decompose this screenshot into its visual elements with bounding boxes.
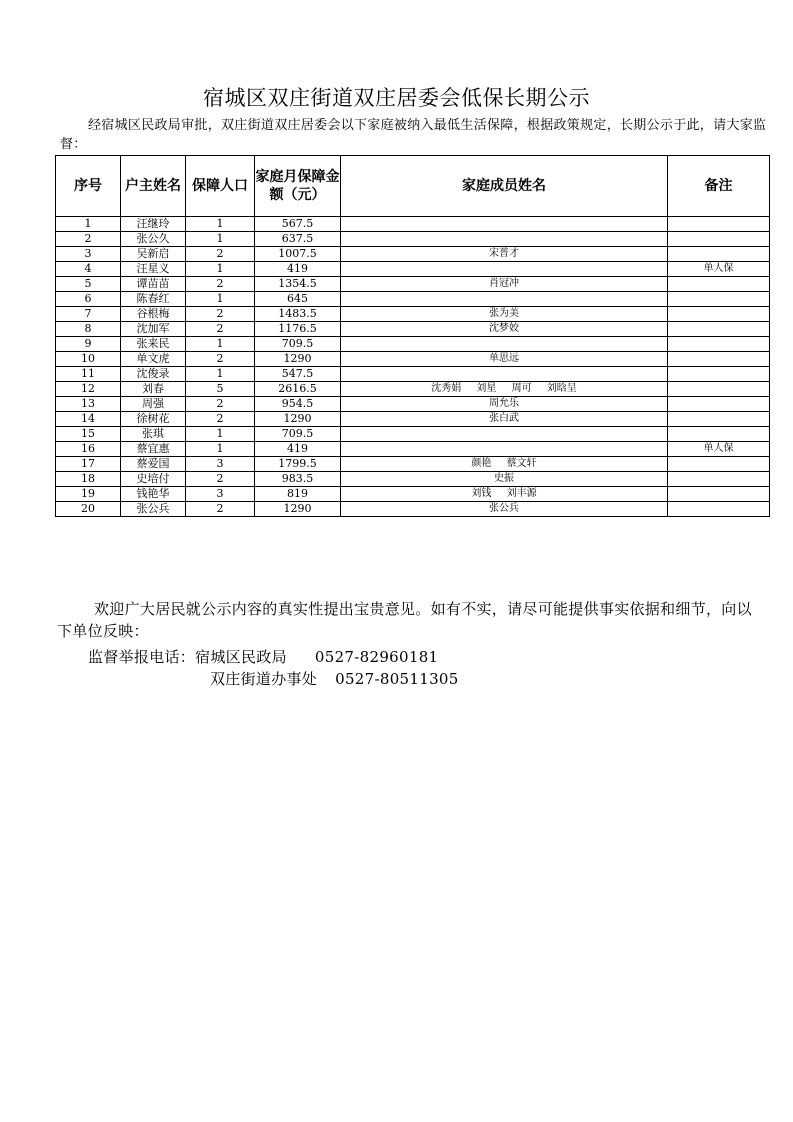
cell-head-name: 汪星义: [121, 262, 186, 277]
cell-no: 19: [56, 487, 121, 502]
contact-label: 监督举报电话：宿城区民政局: [88, 648, 287, 666]
cell-note: [668, 352, 770, 367]
cell-amount: 1354.5: [255, 277, 341, 292]
cell-head-name: 张公久: [121, 232, 186, 247]
cell-amount: 547.5: [255, 367, 341, 382]
cell-no: 3: [56, 247, 121, 262]
table-row: [56, 442, 770, 457]
cell-head-name: 沈加军: [121, 322, 186, 337]
cell-note: [668, 487, 770, 502]
table-row: [56, 217, 770, 232]
table-body: [56, 217, 770, 517]
col-header-members: 家庭成员姓名: [341, 156, 668, 217]
cell-pop: 2: [186, 307, 255, 322]
cell-amount: 567.5: [255, 217, 341, 232]
cell-members: 张为美: [341, 307, 668, 322]
cell-amount: 819: [255, 487, 341, 502]
cell-members: 沈梦姣: [341, 322, 668, 337]
cell-pop: 2: [186, 322, 255, 337]
cell-amount: 709.5: [255, 427, 341, 442]
cell-members: 颜艳 蔡文轩: [341, 457, 668, 472]
cell-head-name: 张来民: [121, 337, 186, 352]
cell-members: [341, 217, 668, 232]
cell-no: 12: [56, 382, 121, 397]
col-header-name: 户主姓名: [121, 156, 186, 217]
table-row: [56, 322, 770, 337]
cell-amount: 1290: [255, 352, 341, 367]
cell-note: [668, 232, 770, 247]
intro-paragraph: 经宿城区民政局审批，双庄街道双庄居委会以下家庭被纳入最低生活保障，根据政策规定，长期公示于此，请大家监督：: [60, 118, 767, 152]
cell-no: 6: [56, 292, 121, 307]
cell-head-name: 吴新启: [121, 247, 186, 262]
table-row: [56, 337, 770, 352]
cell-pop: 5: [186, 382, 255, 397]
table-row: [56, 412, 770, 427]
cell-members: 单思远: [341, 352, 668, 367]
cell-members: 史振: [341, 472, 668, 487]
cell-note: [668, 502, 770, 517]
cell-no: 7: [56, 307, 121, 322]
cell-amount: 983.5: [255, 472, 341, 487]
cell-head-name: 蔡爱国: [121, 457, 186, 472]
cell-pop: 2: [186, 502, 255, 517]
cell-head-name: 张公兵: [121, 502, 186, 517]
cell-pop: 2: [186, 277, 255, 292]
page-title: 宿城区双庄街道双庄居委会低保长期公示: [203, 86, 590, 110]
table-row: [56, 292, 770, 307]
table-row: [56, 307, 770, 322]
cell-no: 1: [56, 217, 121, 232]
cell-members: [341, 232, 668, 247]
table-row: [56, 397, 770, 412]
cell-head-name: 陈春红: [121, 292, 186, 307]
cell-note: [668, 367, 770, 382]
cell-amount: 2616.5: [255, 382, 341, 397]
table-row: [56, 382, 770, 397]
cell-note: [668, 247, 770, 262]
cell-amount: 419: [255, 442, 341, 457]
cell-head-name: 汪继玲: [121, 217, 186, 232]
cell-head-name: 单文虎: [121, 352, 186, 367]
cell-no: 17: [56, 457, 121, 472]
cell-head-name: 沈俊录: [121, 367, 186, 382]
cell-note: [668, 472, 770, 487]
table-row: [56, 277, 770, 292]
contact-line-subdistrict-office: [210, 668, 459, 689]
cell-head-name: 史培付: [121, 472, 186, 487]
cell-members: 张白武: [341, 412, 668, 427]
cell-pop: 1: [186, 367, 255, 382]
table-header-row: [56, 156, 770, 217]
table-row: [56, 262, 770, 277]
col-header-no: 序号: [56, 156, 121, 217]
cell-head-name: 谭苗苗: [121, 277, 186, 292]
cell-head-name: 刘春: [121, 382, 186, 397]
contact-label: 双庄街道办事处: [210, 670, 318, 688]
cell-no: 10: [56, 352, 121, 367]
cell-amount: 1799.5: [255, 457, 341, 472]
cell-members: [341, 442, 668, 457]
cell-pop: 1: [186, 427, 255, 442]
table-row: [56, 457, 770, 472]
cell-amount: 709.5: [255, 337, 341, 352]
cell-pop: 1: [186, 292, 255, 307]
cell-no: 18: [56, 472, 121, 487]
cell-note: 单人保: [668, 262, 770, 277]
col-header-amount: 家庭月保障金额（元）: [255, 156, 341, 217]
cell-members: [341, 337, 668, 352]
cell-pop: 1: [186, 337, 255, 352]
cell-note: 单人保: [668, 442, 770, 457]
table-row: [56, 487, 770, 502]
table-row: [56, 367, 770, 382]
cell-no: 2: [56, 232, 121, 247]
cell-pop: 1: [186, 442, 255, 457]
contact-line-civil-affairs: [88, 646, 438, 667]
table-row: [56, 472, 770, 487]
cell-note: [668, 382, 770, 397]
cell-no: 16: [56, 442, 121, 457]
cell-head-name: 谷根梅: [121, 307, 186, 322]
cell-no: 9: [56, 337, 121, 352]
cell-no: 13: [56, 397, 121, 412]
cell-no: 8: [56, 322, 121, 337]
cell-members: 沈秀娟 刘星 周可 刘晗呈: [341, 382, 668, 397]
contact-phone: 0527-80511305: [335, 670, 459, 688]
cell-members: [341, 292, 668, 307]
cell-amount: 954.5: [255, 397, 341, 412]
cell-note: [668, 457, 770, 472]
table-row: [56, 247, 770, 262]
contact-phone: 0527-82960181: [314, 648, 439, 666]
cell-pop: 3: [186, 487, 255, 502]
table-row: [56, 502, 770, 517]
cell-pop: 2: [186, 352, 255, 367]
cell-note: [668, 397, 770, 412]
cell-note: [668, 217, 770, 232]
cell-no: 20: [56, 502, 121, 517]
cell-pop: 1: [186, 232, 255, 247]
cell-no: 11: [56, 367, 121, 382]
cell-amount: 1290: [255, 412, 341, 427]
cell-members: [341, 262, 668, 277]
cell-note: [668, 322, 770, 337]
cell-pop: 2: [186, 247, 255, 262]
cell-note: [668, 292, 770, 307]
cell-members: 周允乐: [341, 397, 668, 412]
cell-pop: 1: [186, 262, 255, 277]
cell-note: [668, 307, 770, 322]
cell-pop: 2: [186, 412, 255, 427]
cell-note: [668, 412, 770, 427]
cell-amount: 1290: [255, 502, 341, 517]
cell-head-name: 周强: [121, 397, 186, 412]
cell-pop: 3: [186, 457, 255, 472]
cell-note: [668, 277, 770, 292]
feedback-paragraph: 欢迎广大居民就公示内容的真实性提出宝贵意见。如有不实，请尽可能提供事实依据和细节，向以下单位反映：: [57, 600, 752, 640]
cell-pop: 1: [186, 217, 255, 232]
subsistence-table: [55, 155, 770, 517]
cell-members: 肖冠冲: [341, 277, 668, 292]
cell-pop: 2: [186, 397, 255, 412]
cell-amount: 1483.5: [255, 307, 341, 322]
cell-members: 张公兵: [341, 502, 668, 517]
cell-head-name: 张琪: [121, 427, 186, 442]
table-row: [56, 427, 770, 442]
cell-amount: 645: [255, 292, 341, 307]
col-header-note: 备注: [668, 156, 770, 217]
cell-members: 宋普才: [341, 247, 668, 262]
cell-amount: 419: [255, 262, 341, 277]
cell-members: 刘钱 刘丰源: [341, 487, 668, 502]
cell-no: 5: [56, 277, 121, 292]
cell-members: [341, 367, 668, 382]
table-row: [56, 232, 770, 247]
cell-no: 4: [56, 262, 121, 277]
cell-amount: 1007.5: [255, 247, 341, 262]
col-header-pop: 保障人口: [186, 156, 255, 217]
cell-no: 14: [56, 412, 121, 427]
cell-head-name: 徐树花: [121, 412, 186, 427]
cell-note: [668, 337, 770, 352]
cell-amount: 637.5: [255, 232, 341, 247]
cell-head-name: 钱艳华: [121, 487, 186, 502]
table-row: [56, 352, 770, 367]
cell-pop: 2: [186, 472, 255, 487]
cell-head-name: 蔡宜惠: [121, 442, 186, 457]
cell-note: [668, 427, 770, 442]
cell-members: [341, 427, 668, 442]
cell-no: 15: [56, 427, 121, 442]
cell-amount: 1176.5: [255, 322, 341, 337]
